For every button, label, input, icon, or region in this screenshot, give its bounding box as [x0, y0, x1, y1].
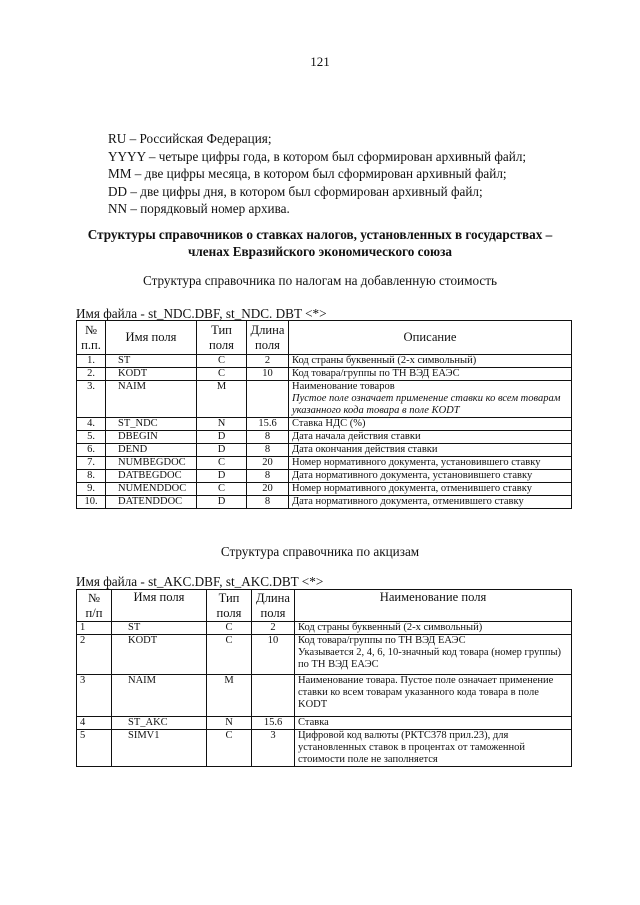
table-header-row: [77, 590, 572, 622]
row-field-name: ST_NDC: [106, 418, 197, 431]
row-description: Дата нормативного документа, установившего ставку: [289, 470, 572, 483]
legend-item: NN – порядковый номер архива.: [108, 201, 290, 217]
row-length: 8: [247, 470, 289, 483]
header-description: Наименование поля: [295, 590, 572, 622]
table-row: [77, 355, 572, 368]
row-type: M: [197, 381, 247, 418]
section-heading-line: Структуры справочников о ставках налогов, установленных в государствах –: [87, 227, 553, 242]
row-type: C: [197, 457, 247, 470]
table-row: [77, 635, 572, 675]
row-field-name: DATBEGDOC: [106, 470, 197, 483]
row-type: D: [197, 470, 247, 483]
row-type: C: [207, 730, 252, 767]
row-length: 3: [252, 730, 295, 767]
table-row: [77, 418, 572, 431]
row-num: 3.: [77, 381, 106, 418]
row-length: 2: [247, 355, 289, 368]
row-description: Номер нормативного документа, отменившего ставку: [289, 483, 572, 496]
row-length: [247, 381, 289, 418]
legend-item: MM – две цифры месяца, в котором был сформирован архивный файл;: [108, 166, 507, 182]
row-num: 1: [77, 622, 112, 635]
header-num: № п/п: [77, 590, 112, 622]
header-type: Тип поля: [207, 590, 252, 622]
row-description: [289, 381, 572, 418]
row-length: 15.6: [252, 717, 295, 730]
vat-structure-table: [76, 320, 572, 509]
row-type: D: [197, 444, 247, 457]
header-field-name: Имя поля: [106, 321, 197, 355]
table-row: [77, 457, 572, 470]
header-length: Длина поля: [247, 321, 289, 355]
row-num: 2: [77, 635, 112, 675]
row-type: N: [207, 717, 252, 730]
row-type: C: [197, 355, 247, 368]
row-num: 5.: [77, 431, 106, 444]
table-row: [77, 496, 572, 509]
row-field-name: DATENDDOC: [106, 496, 197, 509]
legend-list: [108, 130, 526, 218]
row-length: 20: [247, 483, 289, 496]
table-row: [77, 675, 572, 717]
row-type: D: [197, 496, 247, 509]
row-description: Номер нормативного документа, установившего ставку: [289, 457, 572, 470]
header-description: Описание: [289, 321, 572, 355]
row-num: 10.: [77, 496, 106, 509]
row-num: 3: [77, 675, 112, 717]
header-type: Тип поля: [197, 321, 247, 355]
row-length: 10: [247, 368, 289, 381]
row-length: 10: [252, 635, 295, 675]
row-type: N: [197, 418, 247, 431]
header-length: Длина поля: [252, 590, 295, 622]
row-field-name: KODT: [112, 635, 207, 675]
row-description: Дата окончания действия ставки: [289, 444, 572, 457]
row-description: Ставка НДС (%): [289, 418, 572, 431]
table-row: [77, 730, 572, 767]
row-description: Ставка: [295, 717, 572, 730]
row-num: 8.: [77, 470, 106, 483]
row-description: Код страны буквенный (2-х символьный): [295, 622, 572, 635]
row-length: 2: [252, 622, 295, 635]
header-num: № п.п.: [77, 321, 106, 355]
row-description-note: Пустое поле означает применение ставки ко всем товарам указанного кода товара в поле KODT: [292, 393, 561, 416]
table-row: [77, 444, 572, 457]
row-description: Цифровой код валюты (РКТС378 прил.23), для установленных ставок в процентах от таможенной стоимости поле не заполняется: [295, 730, 572, 767]
row-field-name: ST: [112, 622, 207, 635]
row-length: 20: [247, 457, 289, 470]
row-num: 4.: [77, 418, 106, 431]
row-description-extra: Указывается 2, 4, 6, 10-значный код товара (номер группы) по ТН ВЭД ЕАЭС: [298, 647, 561, 670]
row-field-name: NUMBEGDOC: [106, 457, 197, 470]
row-length: 8: [247, 496, 289, 509]
row-type: C: [197, 483, 247, 496]
legend-item: RU – Российская Федерация;: [108, 131, 272, 146]
row-num: 9.: [77, 483, 106, 496]
row-type: M: [207, 675, 252, 717]
row-field-name: ST_AKC: [112, 717, 207, 730]
table-row: [77, 717, 572, 730]
row-description: Код товара/группы по ТН ВЭД ЕАЭС: [289, 368, 572, 381]
row-num: 1.: [77, 355, 106, 368]
row-field-name: NAIM: [112, 675, 207, 717]
row-type: C: [197, 368, 247, 381]
section-heading-line: членах Евразийского экономического союза: [187, 244, 453, 259]
row-length: [252, 675, 295, 717]
table2-title: Структура справочника по акцизам: [220, 544, 420, 559]
row-num: 2.: [77, 368, 106, 381]
row-description: Наименование товара. Пустое поле означает применение ставки ко всем товарам указанного кода товара в поле KODT: [295, 675, 572, 717]
table-row: [77, 381, 572, 418]
table-row: [77, 470, 572, 483]
row-length: 8: [247, 431, 289, 444]
row-description: [295, 635, 572, 675]
row-field-name: NUMENDDOC: [106, 483, 197, 496]
row-field-name: NAIM: [106, 381, 197, 418]
row-description-text: Код товара/группы по ТН ВЭД ЕАЭС: [298, 635, 466, 646]
row-type: D: [197, 431, 247, 444]
row-field-name: DBEGIN: [106, 431, 197, 444]
table-row: [77, 431, 572, 444]
row-description: Код страны буквенный (2-х символьный): [289, 355, 572, 368]
row-num: 7.: [77, 457, 106, 470]
section-heading: [60, 226, 580, 260]
table-row: [77, 622, 572, 635]
excise-structure-table: [76, 589, 572, 767]
row-type: C: [207, 635, 252, 675]
row-num: 4: [77, 717, 112, 730]
table-row: [77, 483, 572, 496]
row-field-name: ST: [106, 355, 197, 368]
row-description: Дата нормативного документа, отменившего ставку: [289, 496, 572, 509]
row-field-name: SIMV1: [112, 730, 207, 767]
row-num: 6.: [77, 444, 106, 457]
page-number: 121: [310, 54, 330, 69]
row-type: C: [207, 622, 252, 635]
row-length: 8: [247, 444, 289, 457]
row-field-name: DEND: [106, 444, 197, 457]
legend-item: DD – две цифры дня, в котором был сформирован архивный файл;: [108, 183, 483, 199]
row-field-name: KODT: [106, 368, 197, 381]
row-description-text: Наименование товаров: [292, 381, 395, 392]
row-num: 5: [77, 730, 112, 767]
table1-title: Структура справочника по налогам на добавленную стоимость: [142, 273, 498, 288]
row-description: Дата начала действия ставки: [289, 431, 572, 444]
row-length: 15.6: [247, 418, 289, 431]
legend-item: YYYY – четыре цифры года, в котором был сформирован архивный файл;: [108, 148, 527, 164]
table1-file-name: Имя файла - st_NDC.DBF, st_NDC. DBT <*>: [76, 306, 327, 321]
table-header-row: [77, 321, 572, 355]
table2-file-name: Имя файла - st_AKC.DBF, st_AKC.DBT <*>: [76, 574, 324, 589]
table-row: [77, 368, 572, 381]
header-field-name: Имя поля: [112, 590, 207, 622]
